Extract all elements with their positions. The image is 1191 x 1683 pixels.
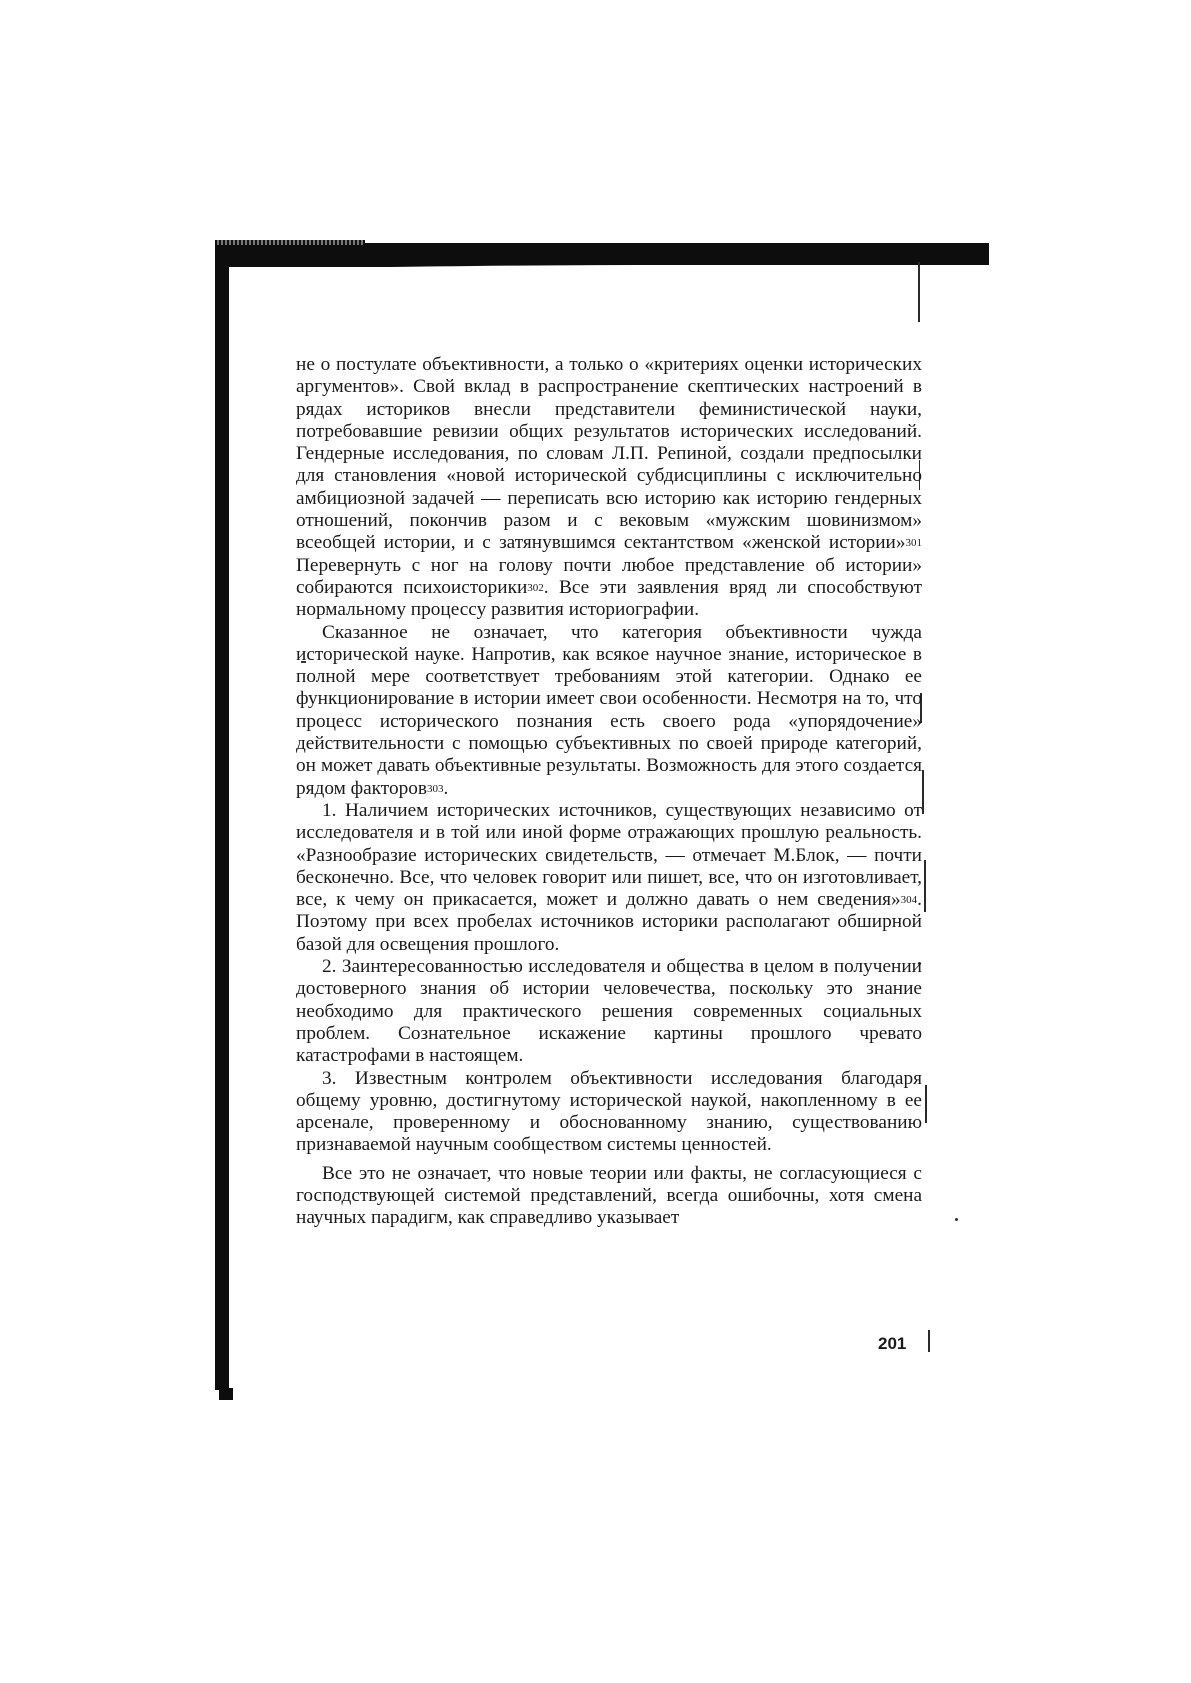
scan-speck [955, 1218, 958, 1221]
footnote-ref[interactable]: 301 [905, 537, 922, 550]
footnote-ref[interactable]: 303 [426, 782, 444, 795]
list-item-paragraph: 1. Наличием исторических источников, существующих независимо от исследователя и в той или иной форме отражающих прошлую реальность. «Разнообразие исторических свидетельств, — отмечает М.Блок, — почти бесконечно. Все, что человек говорит или пишет, все, что он изготовливает, все, к чему он прикасается, может и должно давать о нем сведения»$^{304}$. Поэтому при всех пробелах источников историки располагают обширной базой для освещения прошлого. [296, 799, 922, 955]
scan-margin-mark [928, 1330, 930, 1352]
scan-margin-mark [924, 860, 926, 912]
page-body-text [296, 354, 922, 1230]
list-item-paragraph: 2. Заинтересованностью исследователя и общества в целом в получении достоверного знания об истории человечества, поскольку это знание необходимо для практического решения современных социальных проблем. Сознательное искажение картины прошлого чревато катастрофами в настоящем. [296, 956, 922, 1067]
paragraph: не о постулате объективности, а только о «критериях оценки исторических аргументов». Свой вклад в распространение скептических настроений в рядах историков внесли представители феминистической науки, потребовавшие ревизии общих результатов исторических исследований. Гендерные исследования, по словам Л.П. Репиной, создали предпосылки для становления «новой исторической субдисциплины с исключительно амбициозной задачей — переписать всю историю как историю гендерных отношений, покончив разом и с вековым «мужским шовинизмом» всеобщей истории, и с затянувшимся сектантством «женской истории»$^{301}$ Перевернуть с ног на голову почти любое представление об истории» собираются психоисторики$^{302}$. Все эти заявления вряд ли способствуют нормальному процессу развития историографии. [296, 354, 922, 621]
scan-margin-mark [925, 1085, 927, 1123]
scan-top-edge [215, 243, 989, 267]
paragraph: Сказанное не означает, что категория объективности чужда исторической науке. Напротив, как всякое научное знание, историческое в полной мере соответствует требованиям этой категории. Однако ее функционирование в истории имеет свои особенности. Несмотря на то, что процесс исторического познания есть своего рода «упорядочение» действительности с помощью субъективных по своей природе категорий, он может давать объективные результаты. Возможность для этого создается рядом факторов$^{303}$. [296, 621, 922, 799]
page-number: 201 [878, 1334, 907, 1353]
scan-margin-mark [922, 770, 924, 814]
footnote-ref[interactable]: 302 [527, 581, 544, 594]
scan-margin-mark [918, 262, 920, 322]
footnote-ref[interactable]: 304 [900, 894, 918, 907]
scan-left-edge [215, 255, 229, 1390]
paragraph: Все это не означает, что новые теории или факты, не согласующиеся с господствующей системой представлений, всегда ошибочны, хотя смена научных парадигм, как справедливо указывает [296, 1162, 922, 1229]
list-item-paragraph: 3. Известным контролем объективности исследования благодаря общему уровню, достигнутому исторической наукой, накопленному в ее арсенале, проверенному и обоснованному знанию, существованию признаваемой научным сообществом системы ценностей. [296, 1067, 922, 1156]
